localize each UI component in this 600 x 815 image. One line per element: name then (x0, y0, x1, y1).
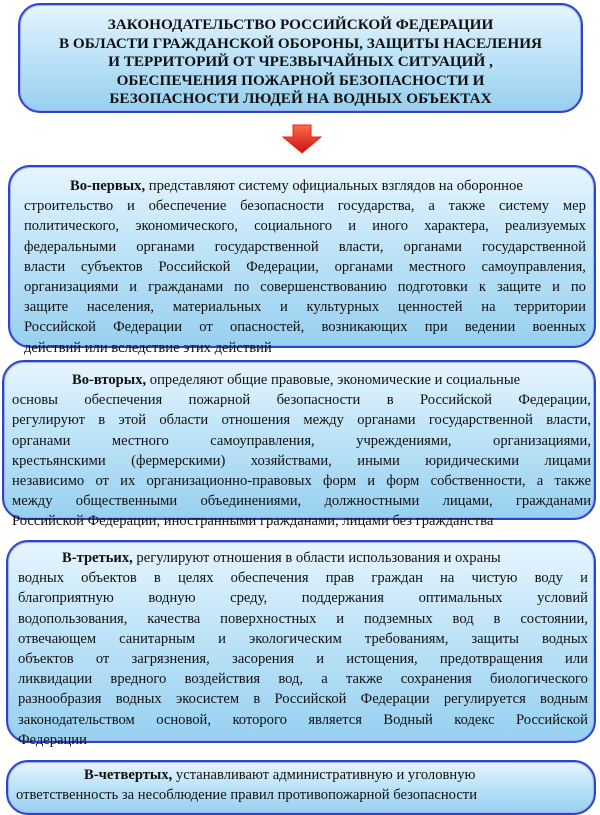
title-box (18, 3, 583, 113)
section-third-line: разнообразия водных экосистем в Российской Федерации регулируется водным (18, 691, 588, 708)
section-third (6, 540, 596, 748)
section-second-line: основы обеспечения пожарной безопасности в Российской Федерации, (12, 392, 591, 409)
title-line: И ТЕРРИТОРИЙ ОТ ЧРЕЗВЫЧАЙНЫХ СИТУАЦИЙ , (108, 53, 493, 70)
section-first-lead: Во-первых, (70, 178, 146, 194)
section-first-line: защите населения, материальных и культурных ценностей на территории (24, 299, 586, 316)
title-line: ОБЕСПЕЧЕНИЯ ПОЖАРНОЙ БЕЗОПАСНОСТИ И (116, 71, 485, 89)
section-third-line: объектов от загрязнения, засорения и истощения, предотвращения или (18, 651, 588, 668)
section-second (2, 360, 596, 530)
section-third-line: отвечающем санитарным и экологическим требованиям, защиты водных (18, 630, 588, 647)
section-second-line: независимо от их организационно-правовых форм и форм собственности, а также (12, 473, 591, 490)
section-second-line: между общественными объединениями, должностными лицами, гражданами (12, 493, 591, 510)
section-first-line: Во-первых, представляют систему официальных взглядов на оборонное (70, 178, 523, 194)
title-line: В ОБЛАСТИ ГРАЖДАНСКОЙ ОБОРОНЫ, ЗАЩИТЫ НАСЕЛЕНИЯ (58, 34, 543, 52)
section-third-lead: В-третьих, (62, 550, 133, 566)
section-fourth-line: В-четвертых, устанавливают административную и уголовную (84, 767, 476, 783)
down-arrow-icon (282, 124, 322, 154)
section-third-line: В-третьих, регулируют отношения в области использования и охраны (62, 550, 501, 566)
section-third-line: водных объектов в целях обеспечения прав граждан на чистую воду и (18, 570, 588, 587)
section-first-line: Российской Федерации от опасностей, возникающих при ведении военных (24, 319, 586, 336)
section-first-line: строительство и обеспечение безопасности государства, а также систему мер (24, 198, 586, 215)
section-second-line: органами местного самоуправления, учреждениями, организациями, (12, 432, 591, 449)
section-first (8, 165, 596, 356)
section-second-line: крестьянскими (фермерскими) хозяйствами, иными юридическими лицами (12, 452, 591, 469)
section-third-line: Федерации (18, 731, 87, 748)
section-first-line: политического, экономического, социального и иного характера, реализуемых (24, 218, 586, 235)
section-third-line: ликвидации вредного воздействия вод, а также сохранения биологического (18, 671, 588, 688)
section-second-lead: Во-вторых, (72, 372, 147, 388)
section-first-line: организациями и гражданами по совершенствованию подготовки к защите и по (24, 279, 586, 296)
section-first-line: действий или вследствие этих действий (24, 339, 272, 356)
section-second-line: Российской Федерации, иностранными гражданами, лицами без гражданства (12, 513, 494, 530)
section-third-line: благоприятную водную среду, поддержания оптимальных условий (18, 590, 588, 607)
section-third-line: законодательством основой, которого является Водный кодекс Российской (18, 711, 588, 728)
title-line: БЕЗОПАСНОСТИ ЛЮДЕЙ НА ВОДНЫХ ОБЪЕКТАХ (109, 90, 492, 107)
section-third-line: водопользования, качества поверхностных и подземных вод в состоянии, (18, 610, 588, 627)
section-fourth-line: ответственность за несоблюдение правил противопожарной безопасности (16, 787, 477, 804)
section-fourth (6, 760, 596, 815)
title-line: ЗАКОНОДАТЕЛЬСТВО РОССИЙСКОЙ ФЕДЕРАЦИИ (107, 16, 494, 33)
section-fourth-lead: В-четвертых, (84, 767, 173, 783)
section-first-line: власти субъектов Российской Федерации, органами местного самоуправления, (24, 258, 586, 275)
section-second-line: Во-вторых, определяют общие правовые, экономические и социальные (72, 372, 521, 388)
section-second-line: регулируют в этой области отношения между органами государственной власти, (12, 412, 591, 429)
section-first-line: федеральными органами государственной власти, органами государственной (24, 238, 586, 255)
